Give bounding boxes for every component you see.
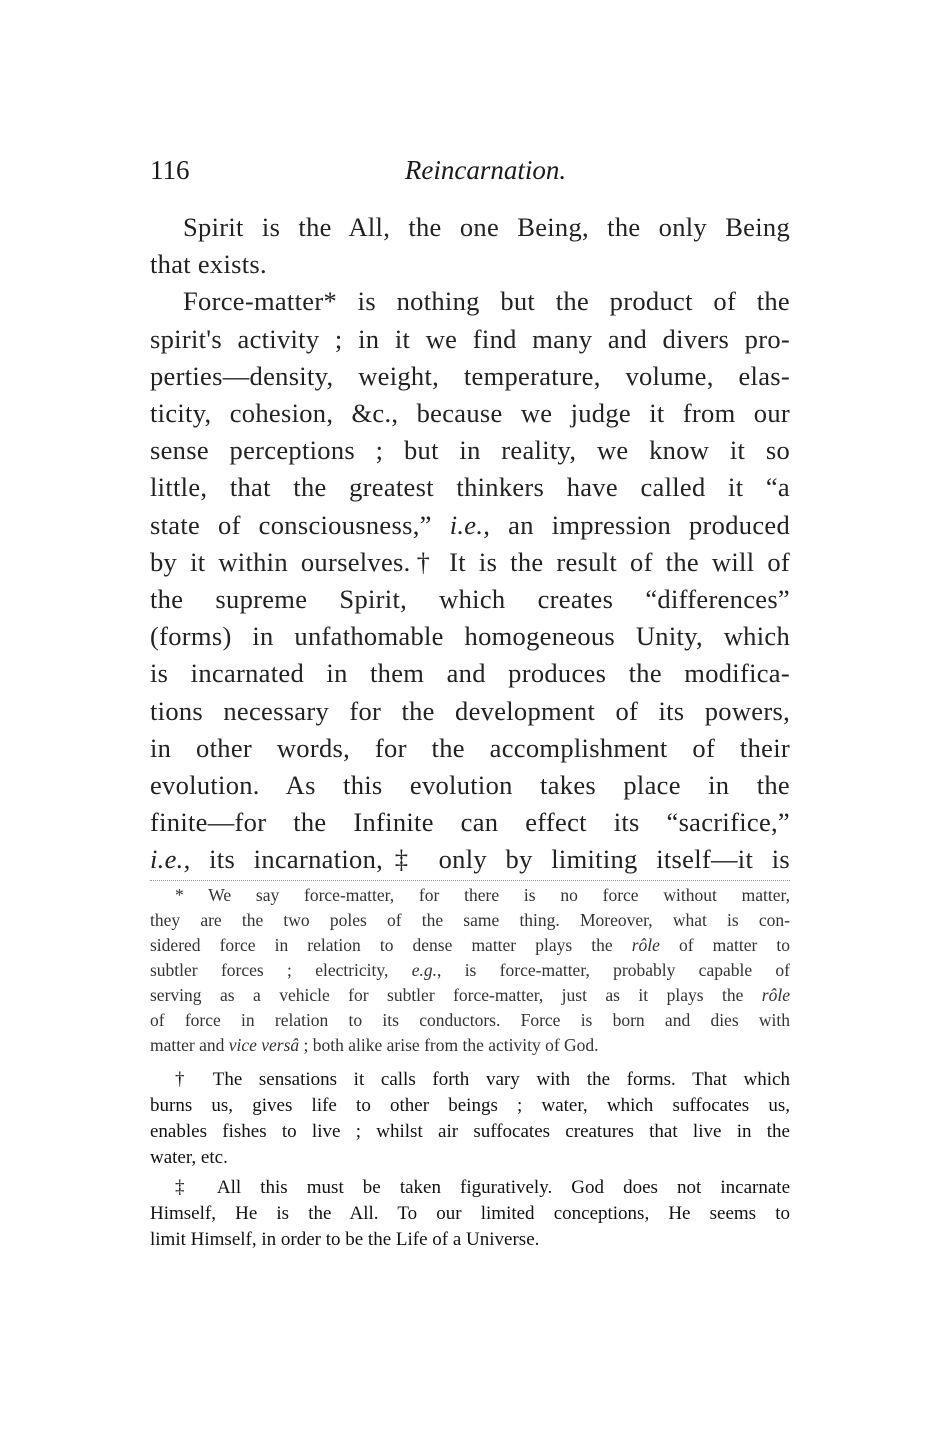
italic-text: i.e., bbox=[449, 509, 491, 540]
footnote-line bbox=[175, 885, 790, 906]
text-segment: † The sensations it calls forth vary with the forms. That which bbox=[175, 1069, 790, 1090]
footnote-divider bbox=[150, 880, 790, 881]
footnote-line bbox=[150, 910, 790, 931]
footnote-line bbox=[150, 1203, 790, 1225]
text-segment: spirit's activity ; in it we find many and divers pro- bbox=[150, 323, 790, 354]
text-segment: in other words, for the accomplishment of their bbox=[150, 732, 790, 763]
footnote-line bbox=[150, 960, 790, 981]
body-line bbox=[150, 547, 790, 578]
text-segment: ‡ All this must be taken figuratively. God does not incarnate bbox=[175, 1177, 790, 1198]
body-line bbox=[150, 398, 790, 429]
body-line bbox=[150, 844, 790, 875]
footnote-line bbox=[175, 1069, 790, 1091]
footnote-line bbox=[150, 1035, 790, 1056]
text-segment: Himself, He is the All. To our limited conceptions, He seems to bbox=[150, 1203, 790, 1224]
body-line bbox=[150, 658, 790, 689]
text-segment: * We say force-matter, for there is no force without matter, bbox=[175, 885, 790, 905]
body-line bbox=[150, 733, 790, 764]
footnote-line bbox=[150, 935, 790, 956]
body-line bbox=[150, 770, 790, 801]
text-segment: matter and bbox=[150, 1035, 229, 1055]
text-segment: finite—for the Infinite can effect its “sacrifice,” bbox=[150, 807, 790, 838]
text-segment: serving as a vehicle for subtler force-matter, just as it plays the bbox=[150, 985, 762, 1005]
body-line bbox=[150, 696, 790, 727]
footnote-line bbox=[150, 1010, 790, 1031]
text-segment: state of consciousness,” bbox=[150, 509, 450, 540]
body-line bbox=[150, 584, 790, 615]
footnote-line bbox=[175, 1177, 790, 1199]
text-segment: , is force-matter, probably capable of bbox=[437, 960, 791, 980]
body-line bbox=[183, 212, 790, 243]
footnote-line bbox=[150, 1095, 790, 1117]
italic-text: i.e., bbox=[150, 844, 191, 875]
text-segment: the supreme Spirit, which creates “differences” bbox=[150, 584, 790, 614]
footnote-line bbox=[150, 1121, 790, 1143]
text-segment: tions necessary for the development of its powers, bbox=[150, 695, 790, 726]
text-segment: Force-matter* is nothing but the product of the bbox=[183, 286, 790, 317]
running-title: Reincarnation. bbox=[404, 155, 567, 185]
italic-text: rôle bbox=[631, 935, 660, 955]
text-segment: ; both alike arise from the activity of God. bbox=[299, 1035, 599, 1055]
text-segment: (forms) in unfathomable homogeneous Unity, which bbox=[150, 621, 790, 652]
text-segment: little, that the greatest thinkers have called it “a bbox=[150, 472, 790, 503]
text-segment: sidered force in relation to dense matter plays the bbox=[150, 935, 632, 955]
body-line bbox=[150, 472, 790, 503]
body-line bbox=[150, 249, 790, 280]
text-segment: Spirit is the All, the one Being, the only Being bbox=[183, 212, 790, 242]
body-line bbox=[150, 621, 790, 652]
text-segment: limit Himself, in order to be the Life of a Universe. bbox=[150, 1229, 540, 1250]
italic-text: e.g. bbox=[411, 960, 437, 980]
body-line bbox=[183, 286, 790, 317]
page-number: 116 bbox=[150, 155, 190, 185]
text-segment: water, etc. bbox=[150, 1147, 228, 1168]
text-segment: that exists. bbox=[150, 249, 267, 280]
italic-text: vice versâ bbox=[228, 1035, 300, 1055]
text-segment: its incarnation,‡ only by limiting itself—it is bbox=[190, 844, 790, 875]
body-line bbox=[150, 807, 790, 838]
text-segment: they are the two poles of the same thing. Moreover, what is con- bbox=[150, 910, 790, 930]
text-segment: by it within ourselves.† It is the result of the will of bbox=[150, 546, 790, 577]
footnote-line bbox=[150, 1147, 790, 1169]
text-segment: enables fishes to live ; whilst air suffocates creatures that live in the bbox=[150, 1121, 790, 1142]
text-segment: an impression produced bbox=[490, 509, 790, 540]
text-segment: subtler forces ; electricity, bbox=[150, 960, 412, 980]
text-segment: of matter to bbox=[659, 935, 791, 955]
body-line bbox=[150, 361, 790, 392]
text-segment: evolution. As this evolution takes place in the bbox=[150, 770, 790, 800]
text-segment: sense perceptions ; but in reality, we know it so bbox=[150, 435, 790, 466]
body-line bbox=[150, 435, 790, 466]
body-line bbox=[150, 510, 790, 541]
body-line bbox=[150, 324, 790, 355]
text-segment: of force in relation to its conductors. Force is born and dies with bbox=[150, 1010, 790, 1030]
text-segment: burns us, gives life to other beings ; water, which suffocates us, bbox=[150, 1095, 790, 1116]
text-segment: ticity, cohesion, &c., because we judge it from our bbox=[150, 398, 790, 428]
text-segment: is incarnated in them and produces the modifica- bbox=[150, 658, 790, 689]
text-segment: perties—density, weight, temperature, volume, elas- bbox=[150, 360, 790, 391]
footnote-line bbox=[150, 985, 790, 1006]
footnote-line bbox=[150, 1229, 790, 1251]
italic-text: rôle bbox=[761, 985, 790, 1005]
